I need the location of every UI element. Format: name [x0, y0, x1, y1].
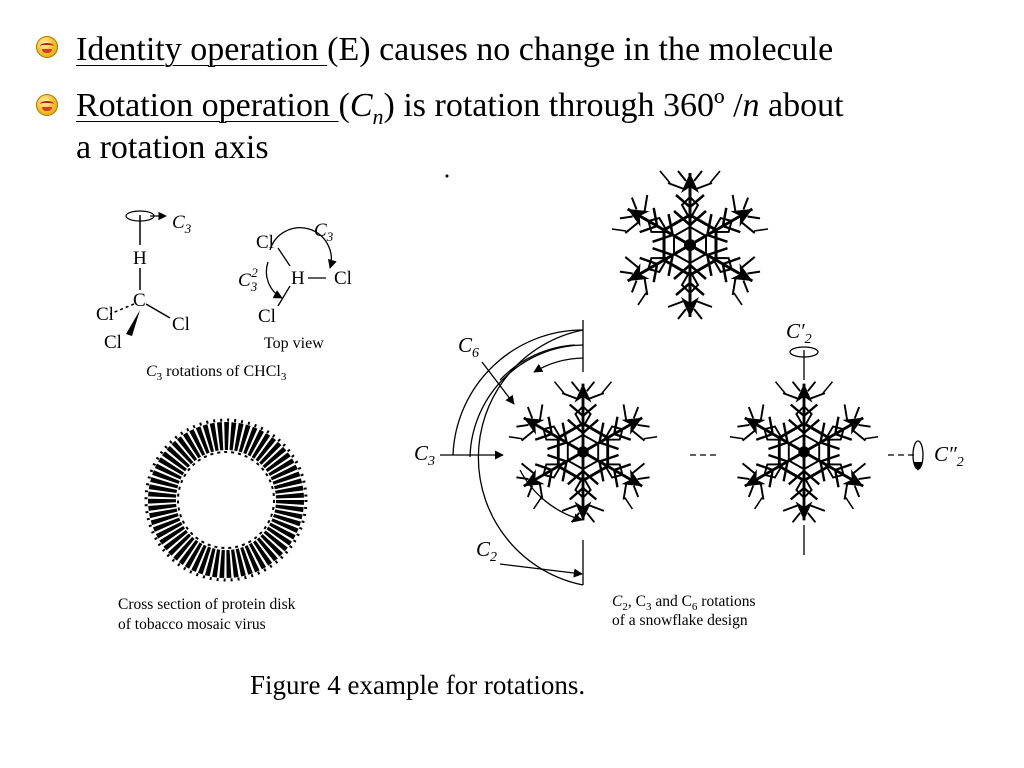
identity-term: Identity operation: [76, 31, 328, 68]
snowflake-c6-label: $C_6$: [458, 333, 480, 361]
snowflake-caption-line1: $C_2$, $C_3$ and $C_6$ rotations: [612, 593, 756, 613]
virus-caption-line2: of tobacco mosaic virus: [118, 616, 266, 633]
chcl3-axis-label: $C_3$: [172, 212, 192, 236]
chcl3-molecule: [110, 211, 170, 336]
snowflake-right-image: [730, 382, 878, 523]
cn-symbol: C: [349, 87, 373, 124]
virus-caption-line1: Cross section of protein disk: [118, 596, 296, 613]
snowflake-c2prime-label: $C'_2$: [786, 319, 812, 347]
identity-text: (E) causes no change in the molecule: [327, 31, 834, 68]
snowflake-rotation-arcs: [440, 320, 583, 585]
top-view-label: Top view: [264, 335, 324, 352]
snowflake-c2doubleprime-label: $C''_2$: [934, 442, 964, 470]
top-view-axis: $C_3$: [314, 220, 334, 244]
snowflake-left-image: [509, 382, 657, 523]
top-view-cl3: Cl: [258, 306, 276, 327]
top-view-cl2: Cl: [334, 268, 352, 289]
top-view-cl1: Cl: [256, 232, 274, 253]
top-view-h: H: [291, 268, 305, 289]
chcl3-h: H: [133, 248, 147, 269]
figure-caption: Figure 4 example for rotations.: [250, 670, 586, 700]
snowflake-caption-line2: of a snowflake design: [612, 612, 748, 629]
chcl3-cl-right: Cl: [172, 314, 190, 335]
snowflake-c2-label: $C_2$: [476, 537, 498, 565]
rotation-line2: a rotation axis: [76, 129, 269, 166]
chcl3-caption: $C_3$ rotations of CHCl$_3$: [146, 363, 287, 383]
chcl3-cl-bottom: Cl: [104, 332, 122, 353]
rotation-term: Rotation operation: [76, 87, 339, 124]
chcl3-c: C: [133, 290, 146, 311]
chcl3-cl-left: Cl: [96, 304, 114, 325]
snowflake-top-image: [612, 171, 768, 319]
snowflake-c3-label: $C_3$: [414, 441, 436, 469]
bullet-rotation-operation: Rotation operation $(C_n)$ is rotation through 360º /n about: [76, 87, 844, 129]
top-view-c32: $C_32$: [238, 265, 258, 294]
virus-disk-image: [146, 420, 306, 580]
